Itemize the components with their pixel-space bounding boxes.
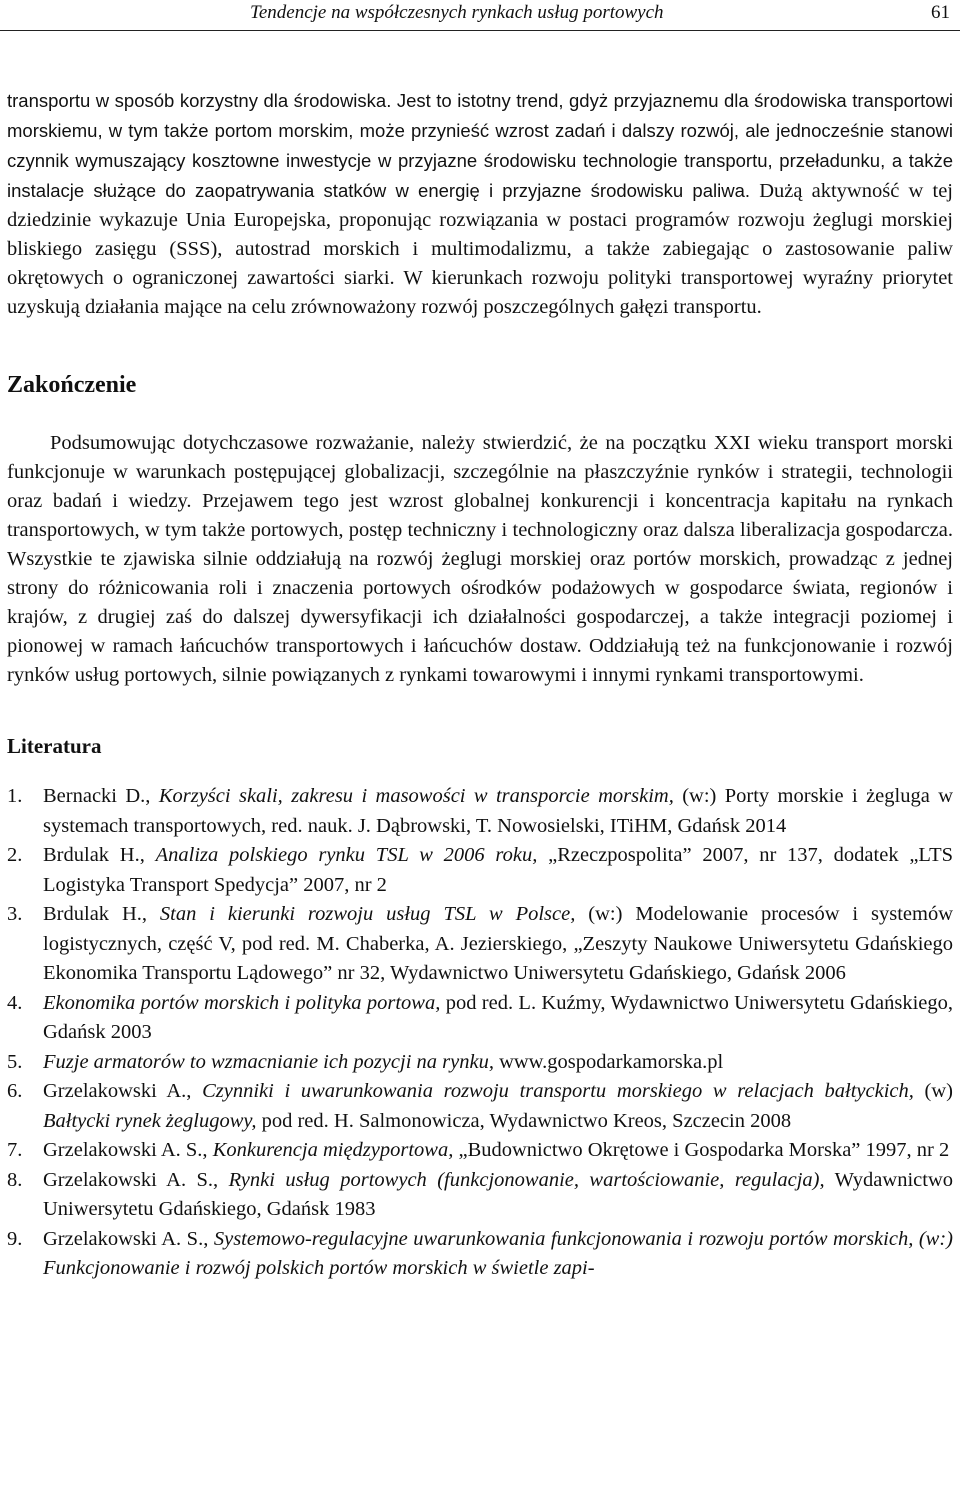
running-title: Tendencje na współczesnych rynkach usług portowych bbox=[250, 2, 664, 23]
reference-details: „Budownictwo Okrętowe i Gospodarka Morska” 1997, nr 2 bbox=[453, 1139, 950, 1161]
reference-author: Grzelakowski A. S., bbox=[43, 1168, 229, 1191]
reference-author: Grzelakowski A. S., bbox=[43, 1227, 214, 1250]
reference-author: Bernacki D., bbox=[43, 785, 159, 807]
reference-item bbox=[7, 900, 953, 989]
reference-author: Brdulak H., bbox=[43, 903, 160, 925]
page-number: 61 bbox=[931, 2, 950, 23]
reference-number: 7. bbox=[7, 1139, 23, 1161]
reference-title: Stan i kierunki rozwoju usług TSL w Polsce, bbox=[159, 903, 576, 925]
reference-details: (w:) Porty morskie i żegluga w systemach transportowych, red. nauk. J. Dąbrowski, T. Nowosielski, ITiHM, Gdańsk 2014 bbox=[43, 785, 953, 837]
literature-heading: Literatura bbox=[7, 734, 102, 758]
reference-number: 6. bbox=[7, 1080, 23, 1102]
reference-title: Ekonomika portów morskich i polityka portowa, bbox=[43, 991, 441, 1014]
reference-number: 5. bbox=[7, 1050, 23, 1073]
reference-list bbox=[7, 782, 953, 1284]
conclusion-paragraph: Podsumowując dotychczasowe rozważanie, należy stwierdzić, że na początku XXI wieku transport morski funkcjonuje w warunkach postępującej globalizacji, szczególnie na płaszczyźnie rynków i strategii, technologii oraz badań i wiedzy. Przejawem tego jest wzrost globalnej konkurencji i koncentracja kapitału na rynkach transportowych, w tym także portowych, postęp techniczny i technologiczny oraz dalsza liberalizacja gospodarcza. Wszystkie te zjawiska silnie oddziałują na rozwój żeglugi morskiej oraz portów morskich, prowadząc z jednej strony do różnicowania roli i znaczenia portowych ośrodków podażowych w gospodarce świata, regionów i krajów, z drugiej zaś do dalszej dywersyfikacji ich działalności gospodarczej, a także integracji poziomej i pionowej w ramach łańcuchów transportowych i łańcuchów dostaw. Oddziałują też na funkcjonowanie i rozwój rynków usług portowych, silnie powiązanych z rynkami towarowymi i innymi rynkami transportowymi. bbox=[7, 432, 953, 686]
body-paragraph-part-a: transportu w sposób korzystny dla środowiska. Jest to istotny trend, gdyż przyjaznemu dla środowiska transportowi morskiemu, w tym także portom morskim, może przynieść wzrost zadań i dalszy rozwój, ale jednocześnie stanowi czynnik wymuszający kosztowne inwestycje w przyjazne środowisku technologie transportu, przeładunku, a także instalacje służące do zaopatrywania statków w energię i przyjazne środowisku paliwa. bbox=[7, 90, 953, 201]
reference-item bbox=[7, 989, 953, 1048]
page-content bbox=[7, 86, 953, 1284]
reference-item bbox=[7, 1077, 953, 1136]
reference-title: Fuzje armatorów to wzmacnianie ich pozycji na rynku, bbox=[43, 1050, 494, 1073]
reference-item bbox=[7, 1225, 953, 1284]
reference-item bbox=[7, 1136, 953, 1166]
reference-title: Konkurencja międzyportowa, bbox=[212, 1139, 454, 1161]
reference-number: 9. bbox=[7, 1227, 23, 1250]
reference-number: 2. bbox=[7, 844, 23, 866]
reference-details: www.gospodarkamorska.pl bbox=[493, 1050, 724, 1073]
conclusion-heading: Zakończenie bbox=[7, 372, 137, 398]
reference-title: Analiza polskiego rynku TSL w 2006 roku, bbox=[155, 844, 538, 866]
reference-item bbox=[7, 1048, 953, 1078]
running-header bbox=[0, 0, 960, 31]
reference-number: 8. bbox=[7, 1168, 23, 1191]
reference-author: Grzelakowski A., bbox=[43, 1080, 203, 1102]
body-paragraph-part-b: Dużą aktywność w tej dziedzinie wykazuje Unia Europejska, proponując rozwiązania w postaci programów rozwoju żeglugi morskiej bliskiego zasięgu (SSS), autostrad morskich i multimodalizmu, a także zabiegając o zastosowanie paliw okrętowych o ograniczonej zawartości siarki. W kierunkach rozwoju polityki transportowej wyraźny priorytet uzyskują działania mające na celu zrównoważony rozwój poszczególnych gałęzi transportu. bbox=[7, 180, 953, 318]
reference-title: Korzyści skali, zakresu i masowości w transporcie morskim, bbox=[158, 785, 674, 807]
reference-title: Rynki usług portowych (funkcjonowanie, wartościowanie, regulacja), bbox=[228, 1168, 825, 1191]
reference-item bbox=[7, 1166, 953, 1225]
reference-details: „Rzeczpospolita” 2007, nr 137, dodatek „LTS Logistyka Transport Spedycja” 2007, nr 2 bbox=[43, 844, 953, 896]
reference-number: 3. bbox=[7, 903, 23, 925]
reference-details: (w:) Modelowanie procesów i systemów logistycznych, część V, pod red. M. Chaberka, A. Jezierskiego, „Zeszyty Naukowe Uniwersytetu Gdańskiego Ekonomika Transportu Lądowego” nr 32, Wydawnictwo Uniwersytetu Gdańskiego, Gdańsk 2006 bbox=[43, 903, 953, 984]
reference-item bbox=[7, 782, 953, 841]
reference-number: 4. bbox=[7, 991, 23, 1014]
reference-item bbox=[7, 841, 953, 900]
reference-author: Grzelakowski A. S., bbox=[43, 1139, 213, 1161]
reference-author: Brdulak H., bbox=[43, 844, 156, 866]
reference-title: Systemowo-regulacyjne uwarunkowania funkcjonowania i rozwoju portów morskich, (w:) Funkcjonowanie i rozwój polskich portów morskich w świetle zapi- bbox=[43, 1227, 953, 1279]
reference-details: pod red. L. Kuźmy, Wydawnictwo Uniwersytetu Gdańskiego, Gdańsk 2003 bbox=[43, 991, 953, 1043]
reference-number: 1. bbox=[7, 785, 23, 807]
reference-details: (w) bbox=[913, 1080, 953, 1102]
reference-subtitle: Bałtycki rynek żeglugowy, bbox=[43, 1109, 257, 1132]
reference-details: Wydawnictwo Uniwersytetu Gdańskiego, Gdańsk 1983 bbox=[43, 1168, 953, 1220]
reference-title: Czynniki i uwarunkowania rozwoju transportu morskiego w relacjach bałtyckich, bbox=[202, 1080, 914, 1102]
reference-details-extra: pod red. H. Salmonowicza, Wydawnictwo Kreos, Szczecin 2008 bbox=[256, 1109, 792, 1132]
body-paragraph bbox=[7, 86, 953, 322]
